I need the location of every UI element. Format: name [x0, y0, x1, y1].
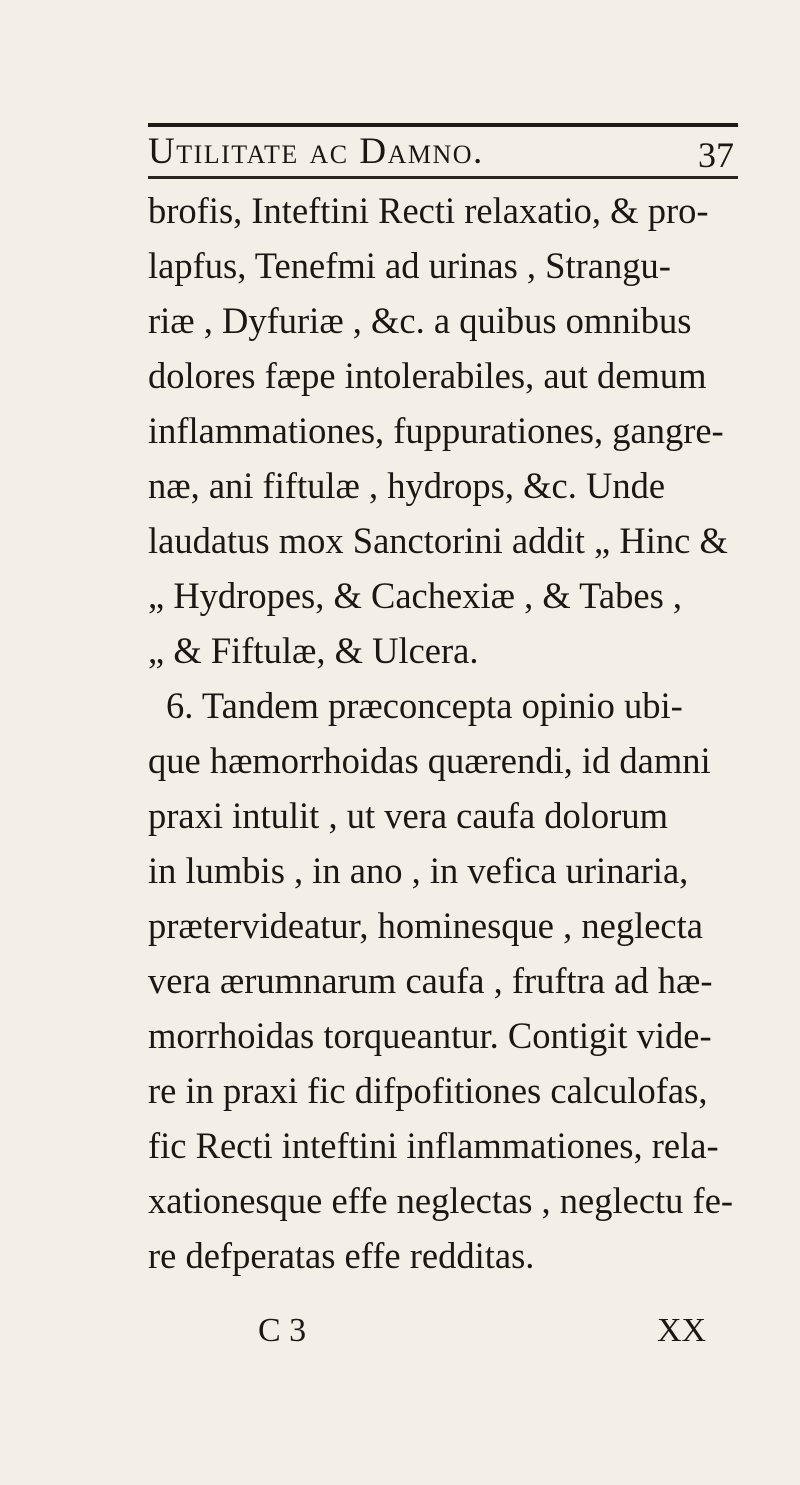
- text-line: dolores fæpe intolerabiles, aut demum: [148, 355, 707, 396]
- text-line: re in praxi fic difpofitiones calculofas,: [148, 1070, 708, 1111]
- text-line: in lumbis , in ano , in vefica urinaria,: [148, 850, 689, 891]
- text-line: praxi intulit , ut vera caufa dolorum: [148, 795, 668, 836]
- running-head: [148, 128, 738, 176]
- catchword: XX: [657, 1312, 707, 1349]
- text-line-paragraph-start: 6. Tandem præconcepta opinio ubi-: [166, 685, 683, 726]
- text-line: brofis, Inteftini Recti relaxatio, & pro-: [148, 190, 709, 231]
- header-rule-top: [148, 123, 738, 127]
- text-line: morrhoidas torqueantur. Contigit vide-: [148, 1015, 712, 1056]
- signature-mark: C 3: [258, 1312, 307, 1349]
- header-rule-bottom: [148, 176, 738, 179]
- text-line: laudatus mox Sanctorini addit „ Hinc &: [148, 520, 728, 561]
- text-line: lapfus, Tenefmi ad urinas , Strangu-: [148, 245, 671, 286]
- text-line: fic Recti inteftini inflammationes, rela-: [148, 1125, 719, 1166]
- text-line: næ, ani fiftulæ , hydrops, &c. Unde: [148, 465, 666, 506]
- text-line: prætervideatur, hominesque , neglecta: [148, 905, 703, 946]
- text-line: re defperatas effe redditas.: [148, 1235, 535, 1276]
- running-title: Utilitate ac Damno.: [148, 131, 484, 172]
- text-line: que hæmorrhoidas quærendi, id damni: [148, 740, 711, 781]
- text-line: inflammationes, fuppurationes, gangre-: [148, 410, 724, 451]
- text-line: xationesque effe neglectas , neglectu fe-: [148, 1180, 734, 1221]
- text-line: „ Hydropes, & Cachexiæ , & Tabes ,: [148, 575, 683, 616]
- page-number: 37: [698, 135, 734, 175]
- text-line: vera ærumnarum caufa , fruftra ad hæ-: [148, 960, 713, 1001]
- text-line: „ & Fiftulæ, & Ulcera.: [148, 630, 479, 671]
- text-line: riæ , Dyfuriæ , &c. a quibus omnibus: [148, 300, 692, 341]
